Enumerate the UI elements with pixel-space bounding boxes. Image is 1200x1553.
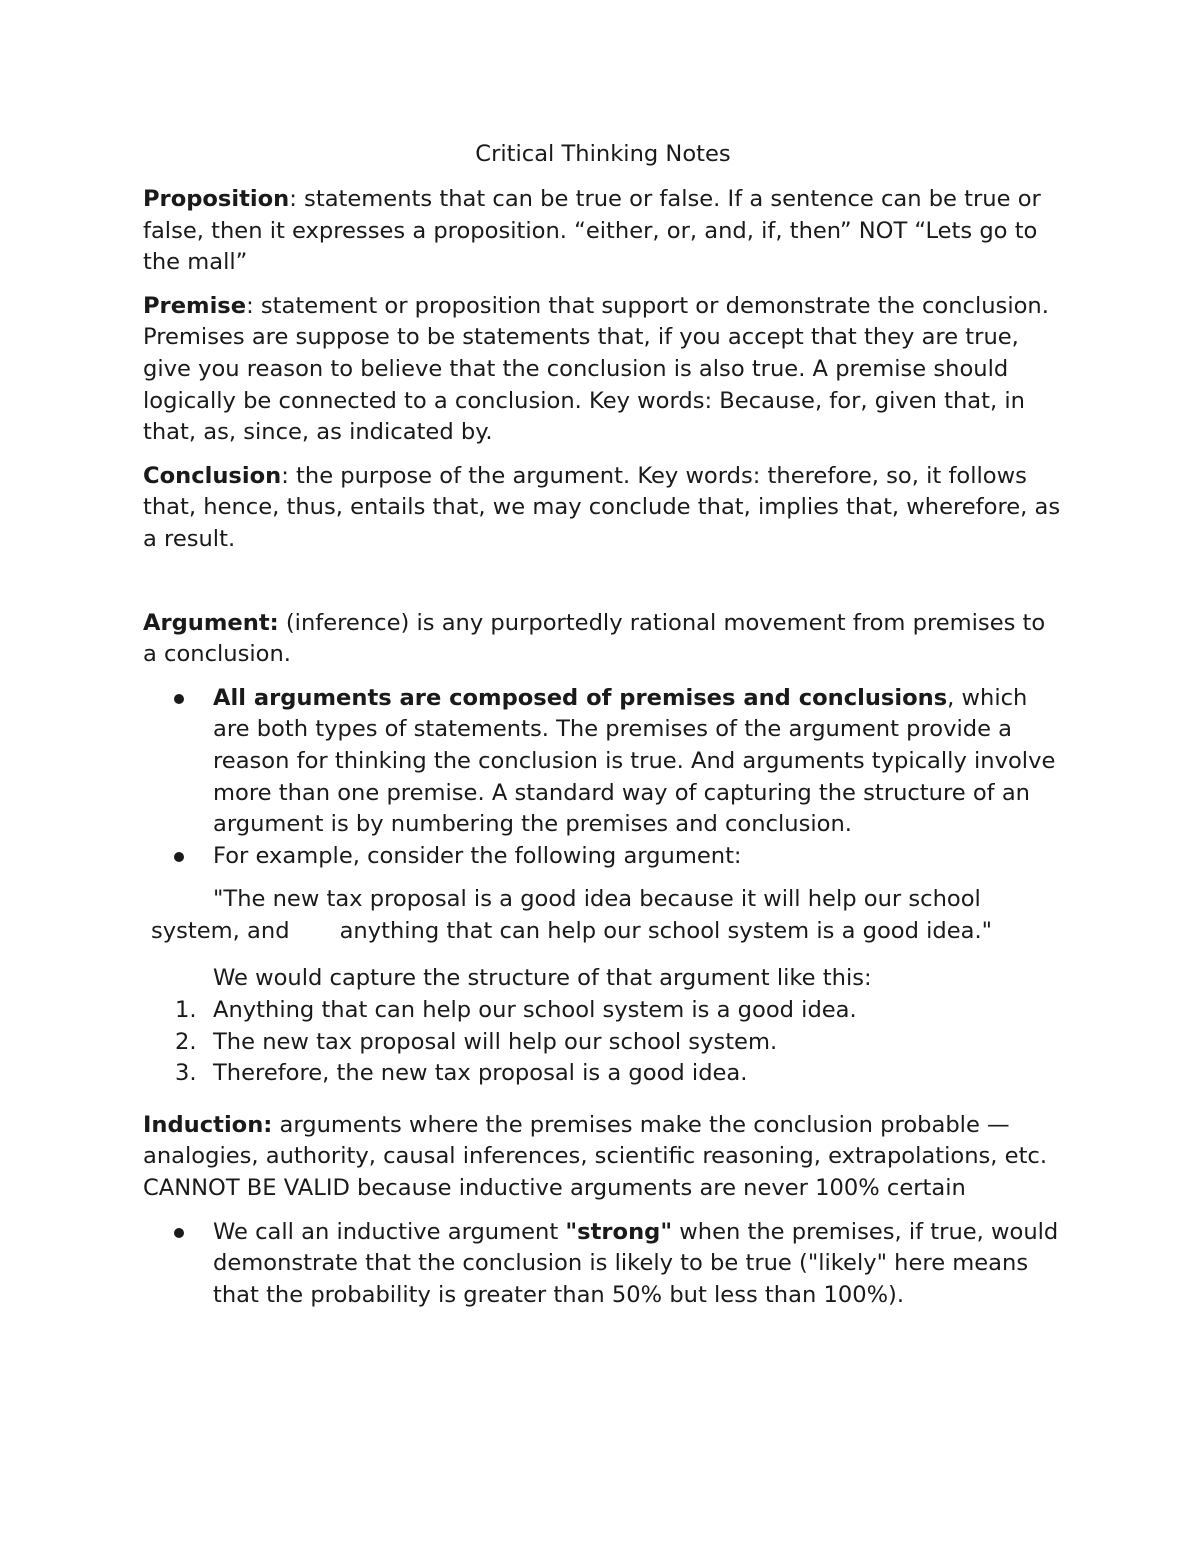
premise-definition: : statement or proposition that support or demonstrate the conclusion. Premises are suppose to be statements that, if you accept that they are true, give you reason to believe that the conclusion is also true. A premise should logically be connected to a conclusion. Key words: Because, for, given that, in that, as, since, as indicated by.: [143, 292, 1049, 446]
document-page: [143, 138, 1063, 1321]
quote-line-2-start: system, and: [151, 917, 290, 944]
list-item: [143, 995, 1063, 1027]
argument-paragraph: [143, 608, 1063, 671]
example-quote: [143, 884, 1063, 947]
argument-bullet-list: [143, 683, 1063, 873]
premise-term: Premise: [143, 292, 247, 319]
list-item: [143, 1027, 1063, 1059]
bullet-text: , which are both types of statements. The premises of the argument provide a reason for thinking the conclusion is true. And arguments typically involve more than one premise. A standard way of capturing the structure of an argument is by numbering the premises and conclusion.: [213, 684, 1056, 838]
induction-term: Induction:: [143, 1111, 273, 1138]
conclusion-paragraph: [143, 461, 1063, 556]
induction-paragraph: [143, 1110, 1063, 1205]
step-text: The new tax proposal will help our school system.: [213, 1028, 778, 1055]
list-item: [143, 683, 1063, 841]
induction-bullet-list: [143, 1217, 1063, 1312]
proposition-definition: : statements that can be true or false. If a sentence can be true or false, then it expresses a proposition. “either, or, and, if, then” NOT “Lets go to the mall”: [143, 186, 1041, 276]
capture-intro: We would capture the structure of that argument like this:: [213, 965, 872, 992]
page-title: Critical Thinking Notes: [475, 141, 731, 167]
argument-definition: (inference) is any purportedly rational movement from premises to a conclusion.: [143, 609, 1046, 668]
step-number: 3.: [175, 1060, 197, 1087]
argument-term: Argument:: [143, 609, 279, 636]
spacer: [143, 568, 1063, 608]
induction-definition: arguments where the premises make the conclusion probable — analogies, authority, causal inferences, scientific reasoning, extrapolations, etc. CANNOT BE VALID because inductive arguments are never 100% certain: [143, 1111, 1048, 1202]
quote-line-2: [143, 916, 1063, 948]
proposition-term: Proposition: [143, 186, 290, 212]
step-text: Anything that can help our school system is a good idea.: [213, 997, 857, 1024]
list-item: [143, 1058, 1063, 1090]
bullet-text-pre: We call an inductive argument: [213, 1218, 566, 1245]
quote-line-1: "The new tax proposal is a good idea because it will help our school: [213, 886, 981, 913]
step-number: 2.: [175, 1028, 197, 1055]
quote-line-2-end: anything that can help our school system is a good idea.": [339, 917, 993, 944]
bullet-bold-text: All arguments are composed of premises and conclusions: [213, 684, 948, 711]
bullet-icon: [174, 852, 184, 862]
bullet-text-post: when the premises, if true, would demonstrate that the conclusion is likely to be true ("likely" here means that the probability is greater than 50% but less than 100%).: [213, 1218, 1059, 1308]
bullet-icon: [174, 1228, 184, 1238]
list-item: [143, 841, 1063, 873]
bullet-text: For example, consider the following argument:: [213, 842, 742, 869]
proposition-paragraph: [143, 184, 1063, 279]
conclusion-definition: : the purpose of the argument. Key words: therefore, so, it follows that, hence, thus, entails that, we may conclude that, implies that, wherefore, as a result.: [143, 462, 1061, 552]
bullet-bold-text: "strong": [565, 1218, 673, 1245]
list-item: [143, 1217, 1063, 1312]
conclusion-term: Conclusion: [143, 462, 282, 489]
premise-paragraph: [143, 291, 1063, 449]
step-text: Therefore, the new tax proposal is a good idea.: [213, 1060, 748, 1087]
step-number: 1.: [175, 997, 197, 1024]
bullet-icon: [174, 694, 184, 704]
argument-steps-list: [143, 995, 1063, 1090]
